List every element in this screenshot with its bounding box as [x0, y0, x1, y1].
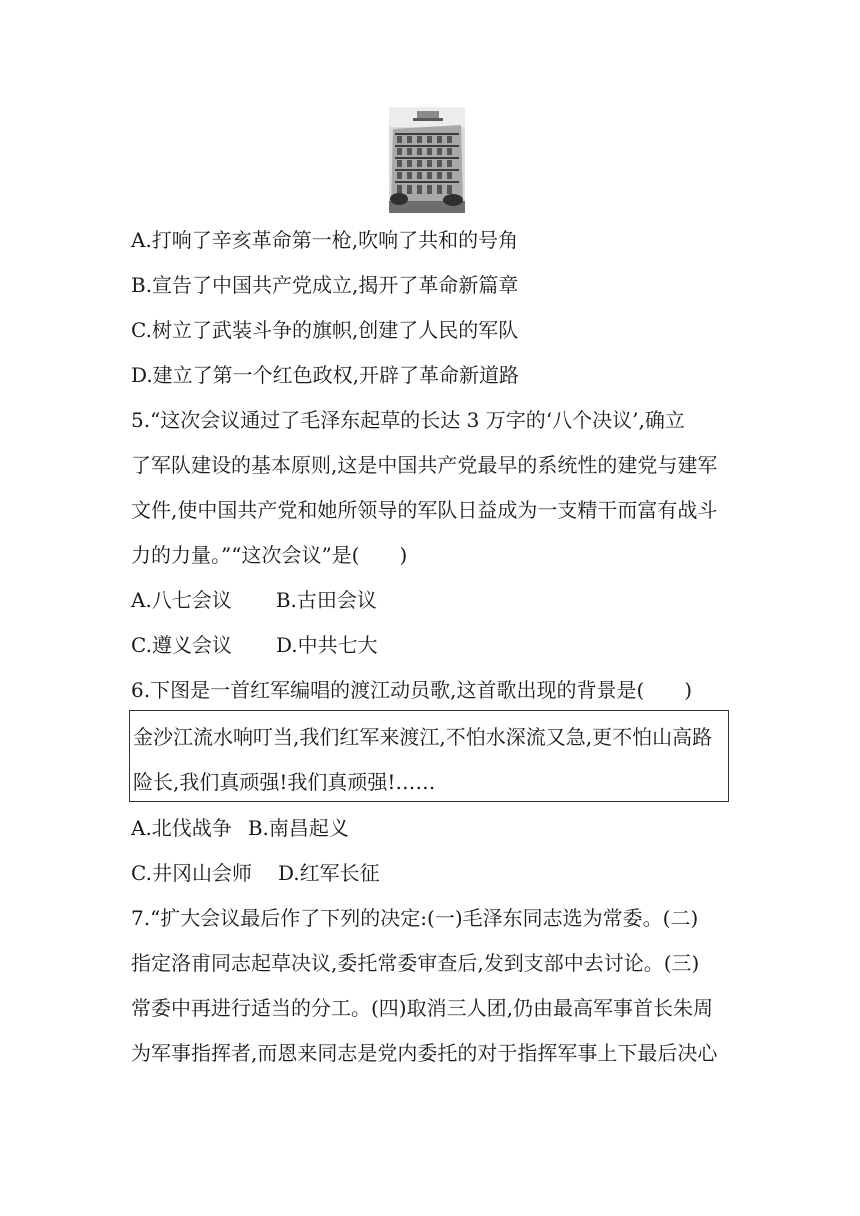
q4-option-b: B.宣告了中国共产党成立,揭开了革命新篇章: [131, 273, 519, 297]
q5-options-row-2: [131, 633, 378, 657]
q5-stem-line: 文件,使中国共产党和她所领导的军队日益成为一支精干而富有战斗: [131, 498, 718, 522]
q6-option-d: D.红军长征: [277, 861, 380, 885]
q4-option-c: C.树立了武装斗争的旗帜,创建了人民的军队: [131, 318, 519, 342]
q7-stem-line: 为军事指挥者,而恩来同志是党内委托的对于指挥军事上下最后决心: [131, 1041, 718, 1065]
q7-stem-line: 指定洛甫同志起草决议,委托常委审查后,发到支部中去讨论。(三): [131, 951, 700, 975]
q5-option-c: C.遵义会议: [131, 633, 232, 657]
q4-option-a: A.打响了辛亥革命第一枪,吹响了共和的号角: [131, 228, 519, 252]
q6-options-row-1: [131, 816, 349, 840]
q4-option-d: D.建立了第一个红色政权,开辟了革命新道路: [131, 363, 520, 387]
q6-option-a: A.北伐战争: [131, 816, 232, 840]
q6-song-line: 金沙江流水响叮当,我们红军来渡江,不怕水深流又急,更不怕山高路: [133, 725, 713, 749]
q5-stem-line: 力的力量。”“这次会议”是( ): [131, 543, 408, 567]
q5-option-d: D.中共七大: [275, 633, 378, 657]
building-photo: [389, 107, 465, 213]
q6-option-b: B.南昌起义: [247, 816, 349, 840]
q7-stem-line: 常委中再进行适当的分工。(四)取消三人团,仍由最高军事首长朱周: [131, 996, 713, 1020]
q6-option-c: C.井冈山会师: [131, 861, 252, 885]
q5-stem-line: 5.“这次会议通过了毛泽东起草的长达 3 万字的‘八个决议’,确立: [131, 408, 685, 432]
q5-options-row-1: [131, 588, 377, 612]
q5-option-a: A.八七会议: [131, 588, 232, 612]
q5-option-b: B.古田会议: [275, 588, 377, 612]
q6-song-line: 险长,我们真顽强!我们真顽强!……: [133, 770, 436, 794]
q6-stem: 6.下图是一首红军编唱的渡江动员歌,这首歌出现的背景是( ): [131, 678, 693, 702]
q5-stem-line: 了军队建设的基本原则,这是中国共产党最早的系统性的建党与建军: [131, 453, 718, 477]
q6-song-box: [129, 710, 729, 802]
q6-options-row-2: [131, 861, 380, 885]
q7-stem-line: 7.“扩大会议最后作了下列的决定:(一)毛泽东同志选为常委。(二): [131, 906, 699, 930]
